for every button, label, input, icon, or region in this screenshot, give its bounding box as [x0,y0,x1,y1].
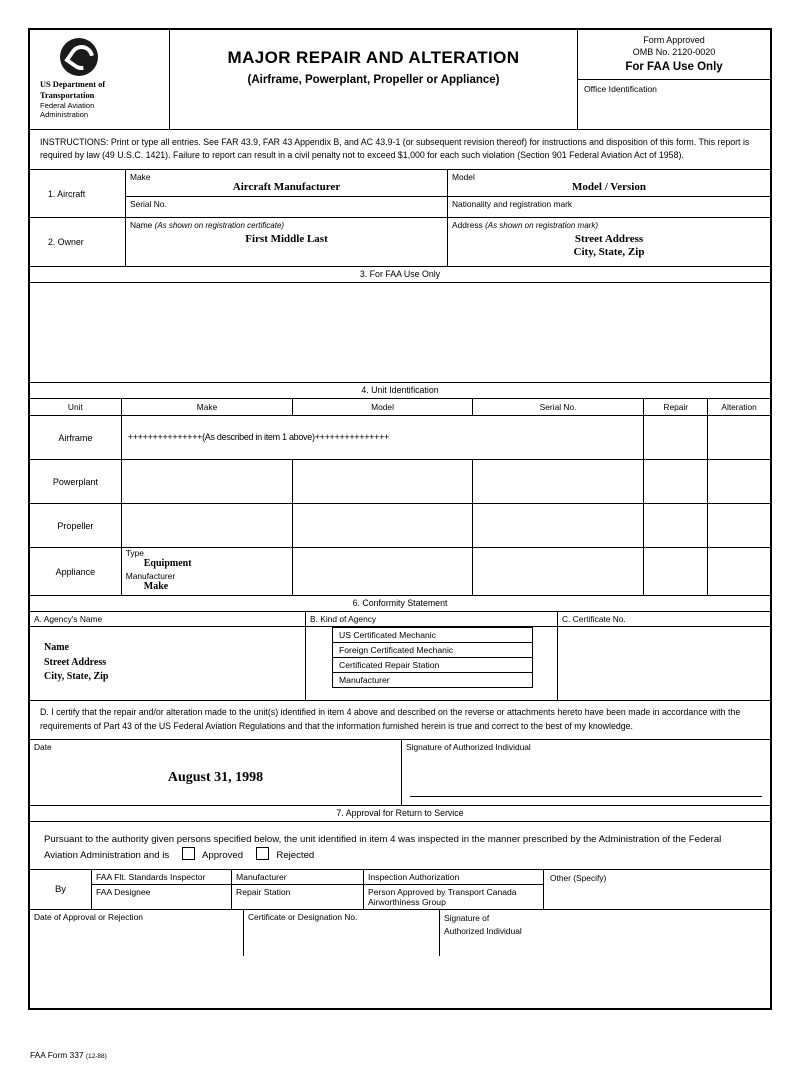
owner-name-value: First Middle Last [245,233,328,246]
certification-statement: D. I certify that the repair and/or alteration made to the unit(s) identified in item 4 above and described on the reverse or attachments hereto have been made in accordance with the requirements of Part 43 of the US Federal Aviation Regulations and that the information furnished herein is true and correct to the best of my knowledge. [30,701,770,739]
office-identification-label: Office Identification [584,83,657,94]
by-option-inspection-authorization[interactable]: Inspection Authorization [364,870,543,885]
aircraft-nationality-field[interactable] [448,197,770,217]
kind-option-foreign-certificated-mechanic[interactable]: Foreign Certificated Mechanic [332,643,533,658]
approved-label: Approved [201,850,244,862]
unit-col-alteration: Alteration [721,402,757,413]
approval-date-field[interactable]: Date of Approval or Rejection [30,910,244,956]
by-option-other[interactable]: Other (Specify) [550,873,607,884]
table-row [30,504,770,548]
unit-powerplant-make[interactable] [122,460,294,503]
unit-propeller-repair[interactable] [644,504,708,547]
owner-address-note: (As shown on registration mark) [485,221,598,231]
agency-line-4: Administration [40,110,89,120]
table-row [30,460,770,504]
aircraft-serial-field[interactable] [126,197,448,217]
unit-airframe-alteration[interactable] [708,416,770,459]
unit-propeller-model[interactable] [293,504,473,547]
rejected-checkbox[interactable] [256,847,269,860]
form-header [30,30,770,130]
unit-powerplant-label: Powerplant [30,460,122,503]
conformity-header-row [30,612,770,627]
form-revision: (12-88) [85,1053,107,1060]
appliance-manufacturer-value: Make [143,581,169,593]
by-inspection-column [364,870,544,909]
approval-by-row [30,869,770,910]
aircraft-nationality-label: Nationality and registration mark [452,199,573,210]
approval-certificate-field[interactable]: Certificate or Designation No. [244,910,440,956]
faa-use-only-area[interactable] [30,283,770,383]
faa-form-337 [28,28,772,1010]
owner-address-line2: City, State, Zip [573,246,645,259]
aircraft-model-value: Model / Version [572,181,646,194]
agency-line-2: Transportation [40,90,95,100]
faa-use-only-label: For FAA Use Only [625,61,723,74]
instructions-text: INSTRUCTIONS: Print or type all entries. See FAR 43.9, FAR 43 Appendix B, and AC 43.9-1 (or subsequent revision thereof) for instructions and disposition of this form. This report is required by law (49 U.S.C. 1421). Failure to report can result in a civil penalty not to exceed $1,000 for each such violation (Section 901 Federal Aviation Act of 1958). [30,130,770,170]
unit-col-serial: Serial No. [473,399,645,415]
appliance-manufacturer-label: Manufacturer [125,571,176,582]
certificate-no-label-cell: C. Certificate No. [562,614,626,625]
by-option-repair-station[interactable]: Repair Station [236,887,291,898]
owner-address-line1: Street Address [574,233,644,246]
by-option-manufacturer[interactable]: Manufacturer [232,870,363,885]
unit-appliance-type-cell[interactable] [122,548,294,595]
signature-row [30,740,770,806]
agency-name-value: Name [44,642,69,654]
date-value: August 31, 1998 [167,769,264,785]
table-row [30,416,770,460]
kind-option-manufacturer[interactable]: Manufacturer [332,673,533,688]
aircraft-make-value: Aircraft Manufacturer [232,181,341,194]
page-title: MAJOR REPAIR AND ALTERATION [227,48,520,67]
signature-label: Signature of Authorized Individual [406,741,531,752]
owner-name-label: Name [130,220,153,231]
kind-option-certificated-repair-station[interactable]: Certificated Repair Station [332,658,533,673]
agency-street-value: Street Address [44,656,107,668]
unit-appliance-serial[interactable] [473,548,645,595]
owner-address-label: Address [452,220,483,231]
unit-powerplant-repair[interactable] [644,460,708,503]
date-field[interactable] [30,740,402,805]
section-3-band: 3. For FAA Use Only [30,267,770,283]
unit-col-repair: Repair [644,399,708,415]
agency-line-1: US Department of [40,80,106,89]
agency-name-label-cell: A. Agency's Name [30,612,306,626]
form-footer [30,1050,107,1060]
approval-signature-field[interactable]: Signature of Authorized Individual [444,913,522,937]
approval-block [578,30,770,129]
rejected-label: Rejected [276,850,315,862]
by-option-faa-designee[interactable]: FAA Designee [96,887,151,898]
unit-appliance-label: Appliance [30,548,122,595]
form-number: FAA Form 337 [30,1050,84,1060]
kind-of-agency-list [306,627,558,700]
appliance-type-label: Type [125,548,144,559]
owner-row-label: 2. Owner [30,218,126,266]
unit-propeller-alteration[interactable] [708,504,770,547]
signature-line [410,796,762,797]
approved-checkbox[interactable] [182,847,195,860]
by-option-faa-inspector[interactable]: FAA Flt. Standards Inspector [92,870,231,885]
owner-address-field[interactable] [448,218,770,266]
unit-col-make: Make [122,399,294,415]
aircraft-row-label: 1. Aircraft [30,170,126,217]
omb-number: OMB No. 2120-0020 [632,47,716,58]
aircraft-serial-label: Serial No. [130,199,167,210]
unit-col-model: Model [293,399,473,415]
unit-airframe-note: +++++++++++++++(As described in item 1 above)+++++++++++++++ [127,432,389,443]
aircraft-model-label: Model [452,172,475,183]
unit-propeller-serial[interactable] [473,504,645,547]
dot-seal-icon [60,38,98,76]
approval-paragraph-block [30,822,770,870]
by-faa-column [92,870,232,909]
page-title-block [170,30,578,129]
unit-airframe-repair[interactable] [644,416,708,459]
agency-line-3: Federal Aviation [40,101,95,110]
owner-name-note: (As shown on registration certificate) [154,221,285,231]
unit-table-header [30,399,770,416]
approval-paragraph: Pursuant to the authority given persons specified below, the unit identified in item 4 was inspected in the manner prescribed by the Administration of the Federal Aviation Administration and is [44,833,722,862]
page-subtitle: (Airframe, Powerplant, Propeller or Appliance) [247,74,500,86]
unit-airframe-label: Airframe [30,416,122,459]
agency-block [30,30,170,129]
unit-col-unit: Unit [30,399,122,415]
approval-bottom-row [30,910,770,956]
agency-name-field[interactable] [30,627,306,700]
kind-option-us-certificated-mechanic[interactable]: US Certificated Mechanic [332,627,533,643]
aircraft-model-field[interactable] [448,170,770,196]
aircraft-make-field[interactable] [126,170,448,196]
form-approved-label: Form Approved [643,35,705,45]
office-identification-field[interactable] [578,80,770,129]
owner-name-field[interactable] [126,218,448,266]
certificate-no-field[interactable] [558,627,770,700]
appliance-type-value: Equipment [143,558,192,570]
by-label: By [30,870,92,909]
signature-field[interactable] [402,740,770,805]
unit-appliance-repair[interactable] [644,548,708,595]
section-4-band: 4. Unit Identification [30,383,770,399]
unit-powerplant-alteration[interactable] [708,460,770,503]
kind-of-agency-label-cell: B. Kind of Agency [306,612,558,626]
unit-powerplant-serial[interactable] [473,460,645,503]
unit-propeller-make[interactable] [122,504,294,547]
unit-powerplant-model[interactable] [293,460,473,503]
unit-propeller-label: Propeller [30,504,122,547]
unit-airframe-note-cell[interactable] [122,416,645,459]
section-6-band: 6. Conformity Statement [30,596,770,612]
date-label: Date [34,741,52,752]
table-row [30,548,770,596]
section-aircraft [30,170,770,267]
aircraft-make-label: Make [130,172,151,183]
section-7-band: 7. Approval for Return to Service [30,806,770,822]
by-manufacturer-column [232,870,364,909]
conformity-body-row [30,627,770,701]
agency-city-value: City, State, Zip [44,671,109,683]
unit-appliance-alteration[interactable] [708,548,770,595]
by-option-transport-canada[interactable]: Person Approved by Transport Canada Airworthiness Group [368,887,517,908]
unit-appliance-model[interactable] [293,548,473,595]
